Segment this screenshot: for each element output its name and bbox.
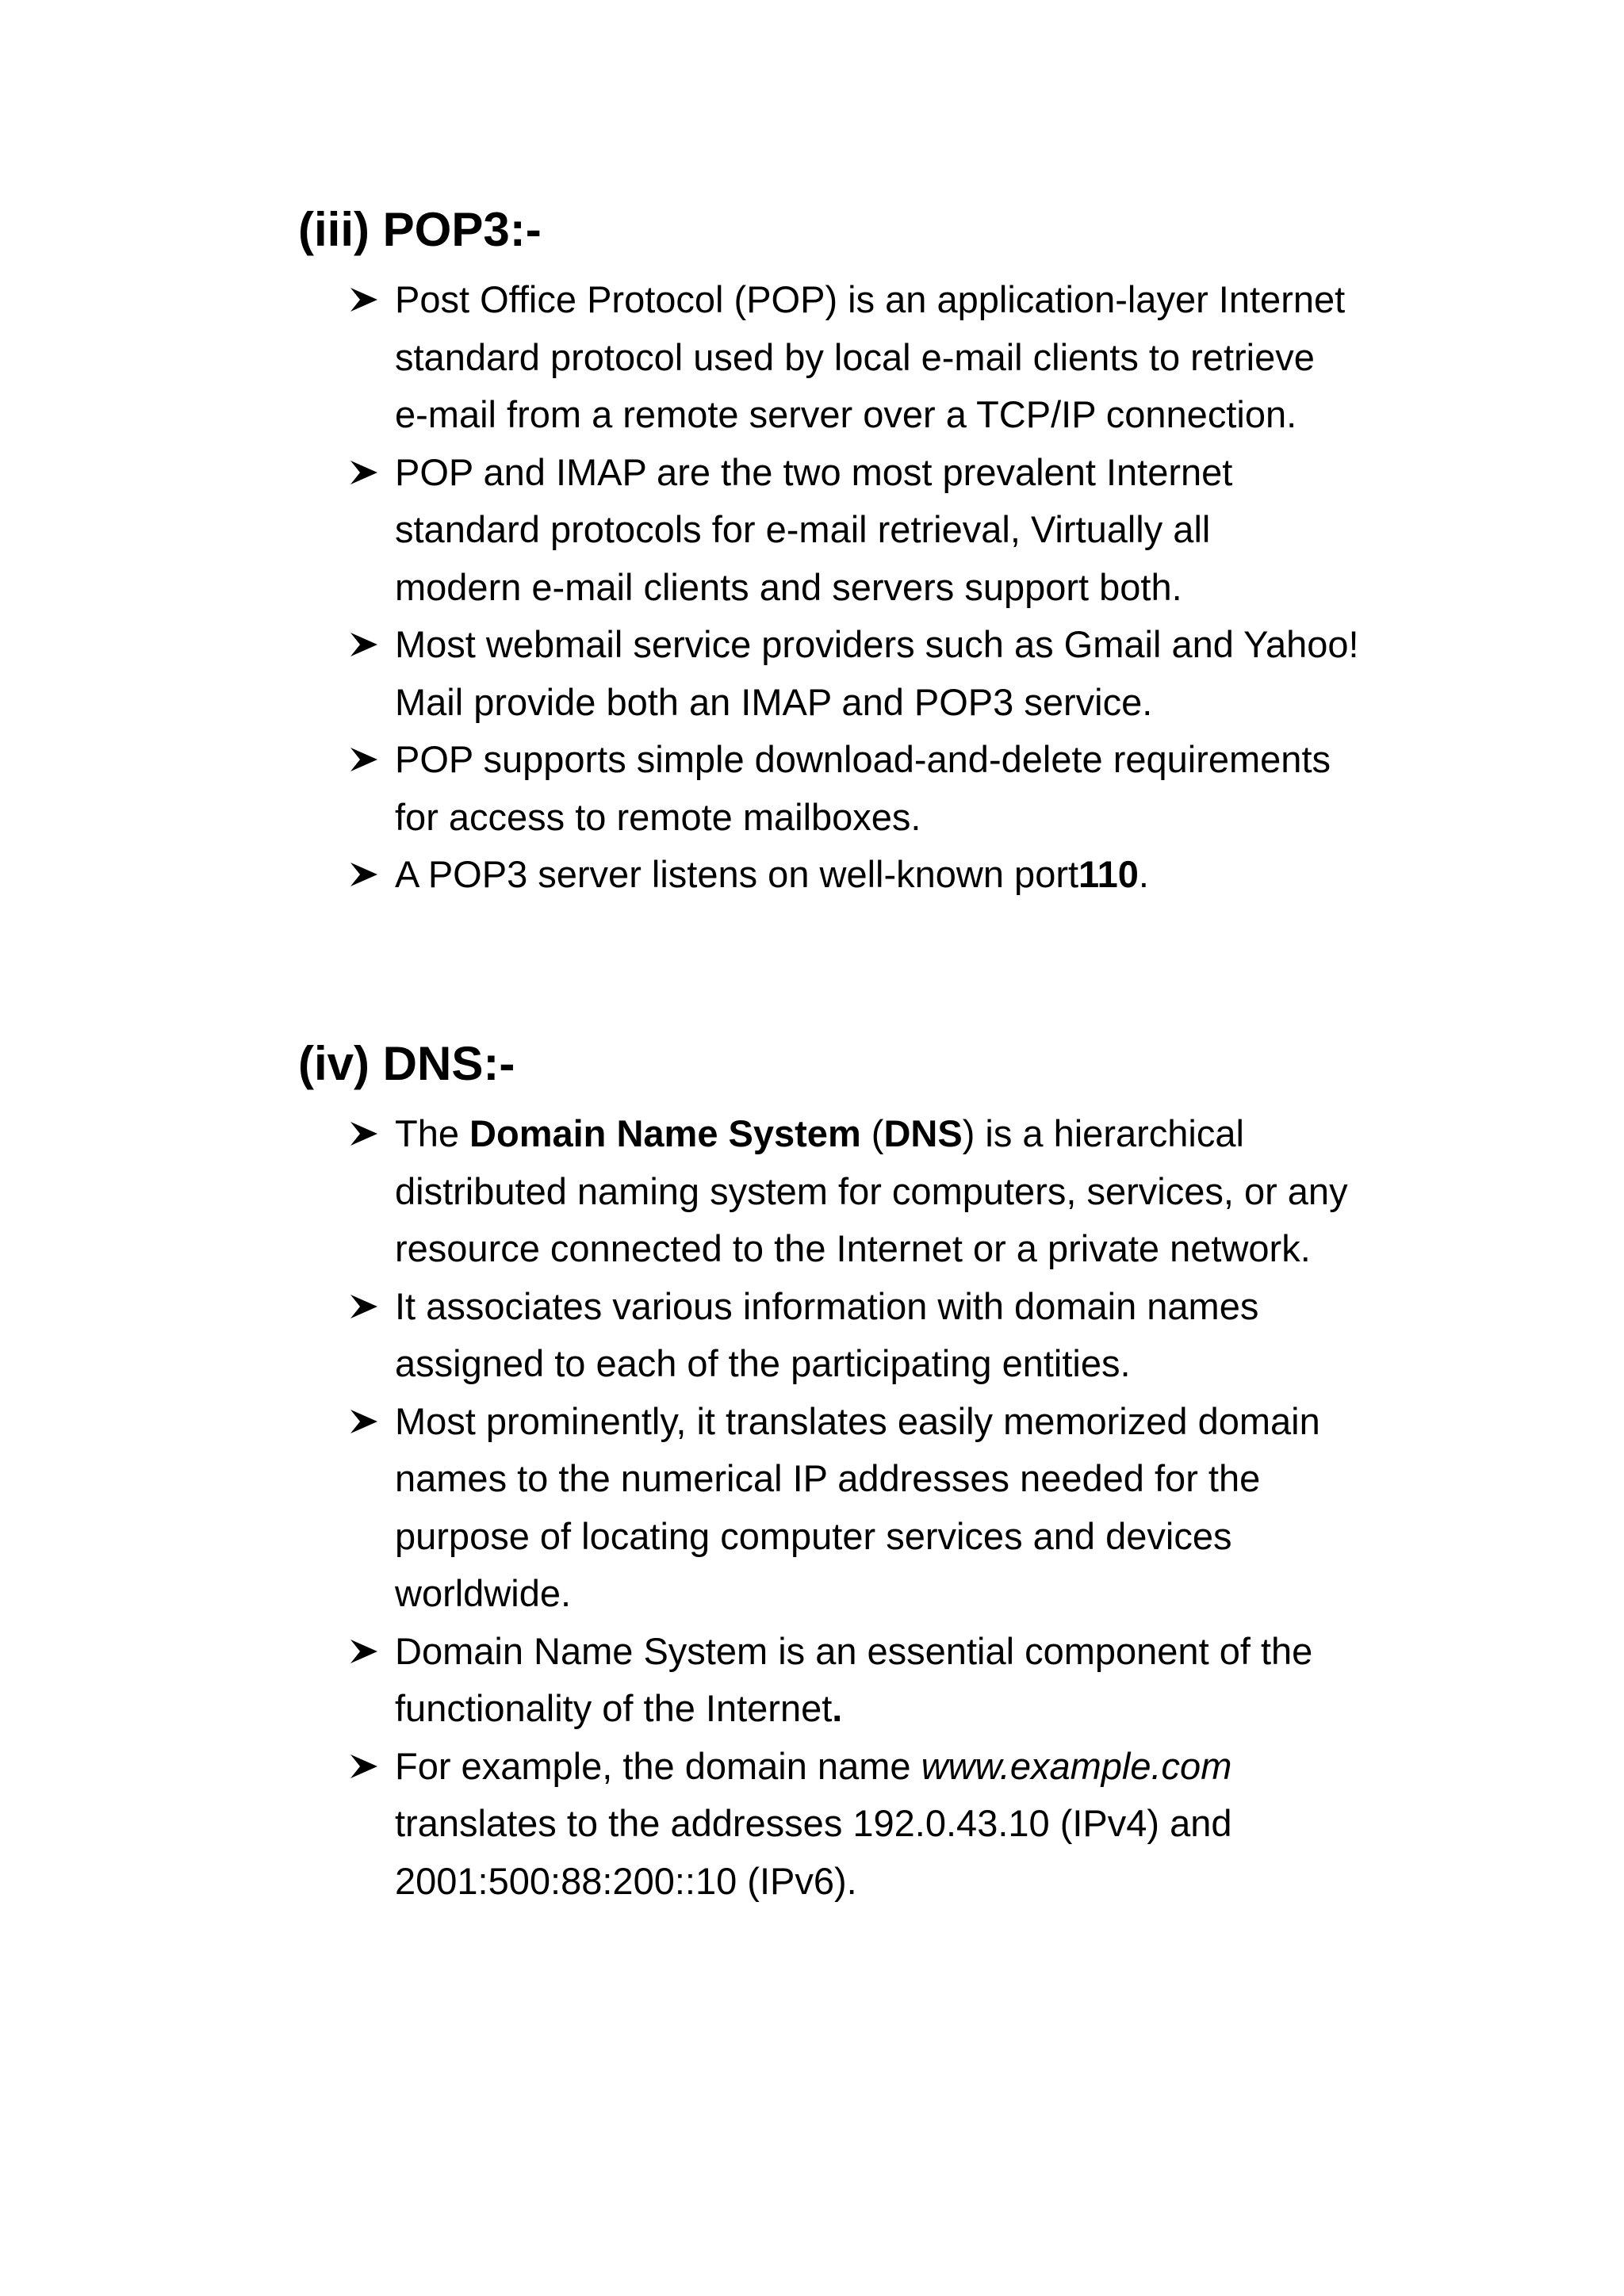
dns-abbreviation: DNS (883, 1112, 963, 1154)
arrow-bullet-icon (350, 1640, 377, 1663)
list-item (350, 1623, 1440, 1738)
text-line: assigned to each of the participating entities. (395, 1342, 1131, 1384)
text-line: standard protocols for e-mail retrieval, Virtually all (395, 508, 1211, 550)
arrow-bullet-icon (350, 1122, 377, 1146)
bold-period: . (832, 1687, 843, 1729)
list-item (350, 1393, 1440, 1623)
port-prefix: A POP3 server listens on well-known port (395, 853, 1079, 895)
list-item (350, 1738, 1440, 1911)
text-line: translates to the addresses 192.0.43.10 (IPv4) and (395, 1802, 1232, 1844)
text-line: Mail provide both an IMAP and POP3 service. (395, 680, 1153, 723)
list-item (350, 444, 1440, 617)
text-line: names to the numerical IP addresses needed for the (395, 1457, 1261, 1499)
text-line: Most webmail service providers such as Gmail and Yahoo! (395, 623, 1359, 665)
arrow-bullet-icon (350, 288, 377, 312)
arrow-bullet-icon (350, 748, 377, 771)
dns-heading: (iv) DNS:- (298, 1037, 515, 1090)
text-line: standard protocol used by local e-mail clients to retrieve (395, 335, 1315, 378)
text-part: For example, the domain name (395, 1744, 921, 1787)
text-line: modern e-mail clients and servers support both. (395, 565, 1182, 608)
list-item (350, 731, 1440, 846)
example-domain: www.example.com (921, 1744, 1232, 1787)
dns-section (298, 1032, 1440, 1910)
text-line: Most prominently, it translates easily memorized domain (395, 1399, 1320, 1442)
port-number: 110 (1078, 853, 1139, 895)
list-item (350, 846, 1440, 904)
text-line: It associates various information with domain names (395, 1284, 1259, 1327)
text-part: ) is a hierarchical (962, 1112, 1244, 1154)
text-line (395, 1738, 1440, 1796)
arrow-bullet-icon (350, 863, 377, 886)
text-part: The (395, 1112, 470, 1154)
pop3-bullet-list (298, 271, 1440, 904)
text-line: Post Office Protocol (POP) is an application-layer Internet (395, 278, 1346, 320)
arrow-bullet-icon (350, 633, 377, 656)
arrow-bullet-icon (350, 1410, 377, 1433)
text-line: POP and IMAP are the two most prevalent Internet (395, 450, 1233, 493)
text-line: e-mail from a remote server over a TCP/IP connection. (395, 393, 1297, 435)
text-line: worldwide. (395, 1572, 572, 1614)
text-line (395, 1105, 1440, 1163)
dns-bullet-list (298, 1105, 1440, 1910)
text-line (395, 846, 1440, 904)
text-line: POP supports simple download-and-delete requirements (395, 738, 1331, 780)
text-line: Domain Name System is an essential component of the (395, 1629, 1313, 1672)
list-item (350, 616, 1440, 731)
text-line (395, 1680, 1440, 1738)
pop3-heading: (iii) POP3:- (298, 203, 542, 256)
arrow-bullet-icon (350, 1755, 377, 1778)
dns-full-name: Domain Name System (469, 1112, 861, 1154)
text-line: distributed naming system for computers, services, or any (395, 1169, 1348, 1212)
arrow-bullet-icon (350, 461, 377, 484)
port-suffix: . (1138, 853, 1149, 895)
text-part: functionality of the Internet (395, 1687, 833, 1729)
text-line: 2001:500:88:200::10 (IPv6). (395, 1859, 857, 1902)
list-item (350, 271, 1440, 444)
list-item (350, 1105, 1440, 1278)
pop3-section (298, 198, 1440, 904)
arrow-bullet-icon (350, 1295, 377, 1318)
text-line: purpose of locating computer services and devices (395, 1514, 1232, 1557)
list-item (350, 1278, 1440, 1393)
text-line: resource connected to the Internet or a private network. (395, 1227, 1311, 1269)
text-line: for access to remote mailboxes. (395, 795, 921, 838)
text-part: ( (860, 1112, 884, 1154)
